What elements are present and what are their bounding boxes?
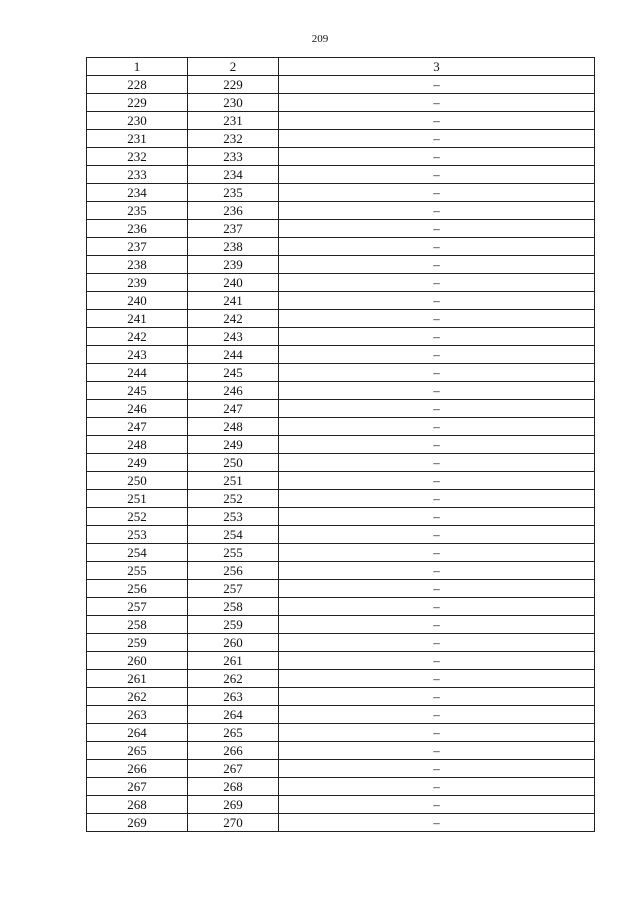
table-cell-col-2: 246 [188, 382, 279, 400]
table-cell-col-2: 242 [188, 310, 279, 328]
table-cell-col-3: – [279, 220, 595, 238]
table-cell-col-3: – [279, 670, 595, 688]
table-cell-col-2: 255 [188, 544, 279, 562]
table-cell-col-2: 250 [188, 454, 279, 472]
table-cell-col-3: – [279, 184, 595, 202]
table-cell-col-2: 256 [188, 562, 279, 580]
table-cell-col-3: – [279, 292, 595, 310]
table-cell-col-2: 235 [188, 184, 279, 202]
column-header-3: 3 [279, 58, 595, 76]
table-cell-col-3: – [279, 598, 595, 616]
table-cell-col-1: 237 [87, 238, 188, 256]
table-cell-col-3: – [279, 202, 595, 220]
data-table [86, 57, 595, 832]
table-cell-col-2: 238 [188, 238, 279, 256]
table-cell-col-1: 245 [87, 382, 188, 400]
table-cell-col-2: 251 [188, 472, 279, 490]
table-cell-col-1: 244 [87, 364, 188, 382]
table-cell-col-3: – [279, 148, 595, 166]
table-cell-col-2: 230 [188, 94, 279, 112]
table-row [87, 112, 595, 130]
table-cell-col-2: 269 [188, 796, 279, 814]
table-cell-col-1: 250 [87, 472, 188, 490]
table-cell-col-3: – [279, 238, 595, 256]
table-row [87, 328, 595, 346]
table-cell-col-3: – [279, 796, 595, 814]
table-cell-col-2: 263 [188, 688, 279, 706]
table-cell-col-3: – [279, 724, 595, 742]
table-row [87, 760, 595, 778]
table-row [87, 346, 595, 364]
table-row [87, 292, 595, 310]
table-cell-col-1: 261 [87, 670, 188, 688]
table-cell-col-3: – [279, 490, 595, 508]
table-row [87, 796, 595, 814]
table-cell-col-2: 254 [188, 526, 279, 544]
table-cell-col-3: – [279, 580, 595, 598]
table-row [87, 526, 595, 544]
table-row [87, 598, 595, 616]
table-header-row [87, 58, 595, 76]
table-cell-col-3: – [279, 112, 595, 130]
table-cell-col-3: – [279, 526, 595, 544]
table-cell-col-1: 258 [87, 616, 188, 634]
table-cell-col-1: 242 [87, 328, 188, 346]
table-row [87, 130, 595, 148]
table-cell-col-1: 253 [87, 526, 188, 544]
table-row [87, 562, 595, 580]
table-cell-col-2: 261 [188, 652, 279, 670]
table-cell-col-2: 229 [188, 76, 279, 94]
table-cell-col-1: 266 [87, 760, 188, 778]
table-cell-col-1: 233 [87, 166, 188, 184]
table-row [87, 778, 595, 796]
table-cell-col-2: 248 [188, 418, 279, 436]
table-cell-col-1: 260 [87, 652, 188, 670]
table-cell-col-2: 268 [188, 778, 279, 796]
table-row [87, 76, 595, 94]
table-cell-col-3: – [279, 472, 595, 490]
table-cell-col-3: – [279, 508, 595, 526]
table-row [87, 202, 595, 220]
table-body [87, 76, 595, 832]
table-cell-col-3: – [279, 652, 595, 670]
table-cell-col-2: 231 [188, 112, 279, 130]
table-row [87, 256, 595, 274]
table-row [87, 580, 595, 598]
column-header-2: 2 [188, 58, 279, 76]
table-cell-col-2: 240 [188, 274, 279, 292]
table-row [87, 148, 595, 166]
table-cell-col-3: – [279, 814, 595, 832]
table-cell-col-3: – [279, 562, 595, 580]
table-cell-col-1: 228 [87, 76, 188, 94]
table-cell-col-1: 267 [87, 778, 188, 796]
table-cell-col-3: – [279, 328, 595, 346]
table-cell-col-2: 239 [188, 256, 279, 274]
table-cell-col-1: 236 [87, 220, 188, 238]
table-row [87, 490, 595, 508]
table-cell-col-2: 236 [188, 202, 279, 220]
table-cell-col-3: – [279, 778, 595, 796]
table-cell-col-1: 239 [87, 274, 188, 292]
table-cell-col-2: 264 [188, 706, 279, 724]
table-cell-col-3: – [279, 742, 595, 760]
page-number: 209 [311, 33, 329, 45]
table-cell-col-3: – [279, 364, 595, 382]
table-cell-col-1: 243 [87, 346, 188, 364]
table-row [87, 310, 595, 328]
table-row [87, 814, 595, 832]
table-cell-col-1: 232 [87, 148, 188, 166]
table-cell-col-2: 241 [188, 292, 279, 310]
table-cell-col-2: 245 [188, 364, 279, 382]
table-row [87, 184, 595, 202]
table-cell-col-1: 247 [87, 418, 188, 436]
table-cell-col-1: 234 [87, 184, 188, 202]
table-row [87, 274, 595, 292]
table-cell-col-1: 248 [87, 436, 188, 454]
column-header-1: 1 [87, 58, 188, 76]
table-cell-col-3: – [279, 130, 595, 148]
table-cell-col-1: 256 [87, 580, 188, 598]
table-cell-col-2: 257 [188, 580, 279, 598]
table-cell-col-3: – [279, 274, 595, 292]
table-cell-col-2: 252 [188, 490, 279, 508]
table-cell-col-3: – [279, 382, 595, 400]
table-cell-col-2: 233 [188, 148, 279, 166]
table-cell-col-3: – [279, 94, 595, 112]
table-row [87, 418, 595, 436]
table-row [87, 652, 595, 670]
table-cell-col-1: 255 [87, 562, 188, 580]
table-row [87, 724, 595, 742]
table-cell-col-1: 231 [87, 130, 188, 148]
table-cell-col-3: – [279, 346, 595, 364]
table-row [87, 544, 595, 562]
table-cell-col-1: 229 [87, 94, 188, 112]
table-cell-col-3: – [279, 256, 595, 274]
table-cell-col-2: 267 [188, 760, 279, 778]
table-row [87, 382, 595, 400]
table-cell-col-3: – [279, 310, 595, 328]
table-row [87, 706, 595, 724]
table-cell-col-1: 251 [87, 490, 188, 508]
table-cell-col-1: 262 [87, 688, 188, 706]
table-row [87, 436, 595, 454]
table-cell-col-1: 252 [87, 508, 188, 526]
table-cell-col-1: 235 [87, 202, 188, 220]
table-cell-col-1: 249 [87, 454, 188, 472]
table-cell-col-1: 263 [87, 706, 188, 724]
table-cell-col-2: 260 [188, 634, 279, 652]
table-cell-col-3: – [279, 400, 595, 418]
table-cell-col-2: 243 [188, 328, 279, 346]
table-cell-col-2: 237 [188, 220, 279, 238]
table-cell-col-2: 249 [188, 436, 279, 454]
table-row [87, 688, 595, 706]
table-row [87, 616, 595, 634]
table-cell-col-2: 232 [188, 130, 279, 148]
table-cell-col-2: 234 [188, 166, 279, 184]
table-row [87, 94, 595, 112]
table-row [87, 508, 595, 526]
table-row [87, 400, 595, 418]
table-cell-col-2: 266 [188, 742, 279, 760]
table-cell-col-3: – [279, 454, 595, 472]
table-row [87, 238, 595, 256]
table-cell-col-3: – [279, 544, 595, 562]
table-cell-col-2: 259 [188, 616, 279, 634]
table-cell-col-1: 268 [87, 796, 188, 814]
table-cell-col-1: 246 [87, 400, 188, 418]
table-cell-col-2: 262 [188, 670, 279, 688]
table-cell-col-2: 244 [188, 346, 279, 364]
table-row [87, 670, 595, 688]
table-cell-col-3: – [279, 706, 595, 724]
table-cell-col-1: 269 [87, 814, 188, 832]
table-cell-col-3: – [279, 760, 595, 778]
table-cell-col-3: – [279, 436, 595, 454]
table-cell-col-3: – [279, 76, 595, 94]
table-row [87, 364, 595, 382]
table-cell-col-2: 247 [188, 400, 279, 418]
table-cell-col-2: 270 [188, 814, 279, 832]
table-cell-col-1: 257 [87, 598, 188, 616]
table-row [87, 454, 595, 472]
table-row [87, 472, 595, 490]
table-cell-col-1: 265 [87, 742, 188, 760]
table-cell-col-1: 230 [87, 112, 188, 130]
table-row [87, 634, 595, 652]
table-cell-col-2: 253 [188, 508, 279, 526]
table-cell-col-2: 258 [188, 598, 279, 616]
table-cell-col-1: 254 [87, 544, 188, 562]
table-row [87, 742, 595, 760]
table-row [87, 220, 595, 238]
table-cell-col-1: 264 [87, 724, 188, 742]
table-cell-col-3: – [279, 688, 595, 706]
table-cell-col-3: – [279, 418, 595, 436]
table-cell-col-1: 238 [87, 256, 188, 274]
table-cell-col-1: 240 [87, 292, 188, 310]
table-cell-col-3: – [279, 166, 595, 184]
table-cell-col-3: – [279, 634, 595, 652]
table-cell-col-3: – [279, 616, 595, 634]
table-cell-col-1: 259 [87, 634, 188, 652]
table-cell-col-2: 265 [188, 724, 279, 742]
table-cell-col-1: 241 [87, 310, 188, 328]
table-row [87, 166, 595, 184]
